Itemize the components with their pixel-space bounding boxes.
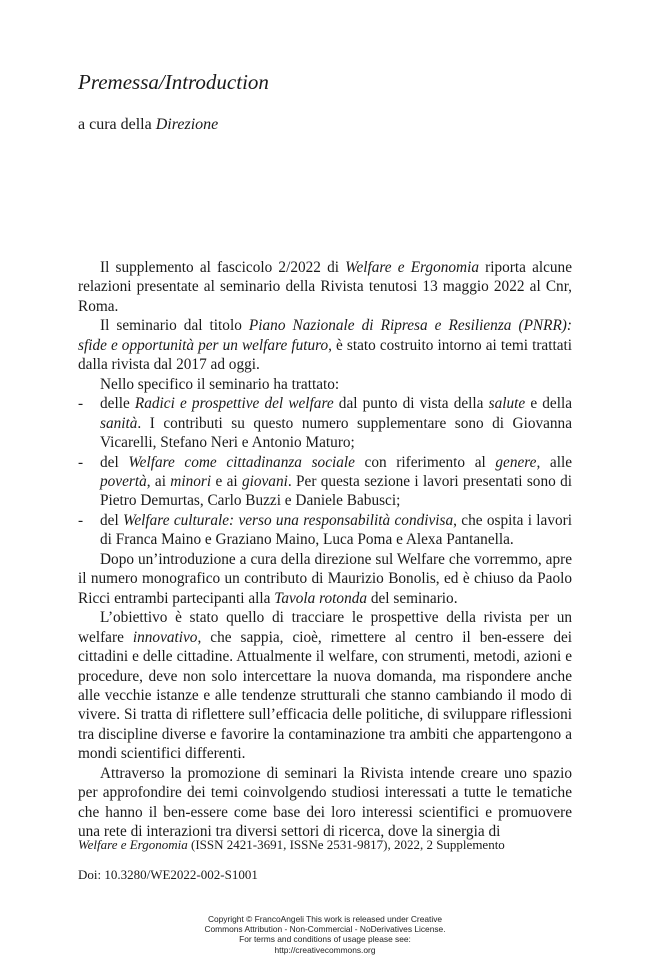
paragraph-1 <box>78 258 572 316</box>
journal-citation <box>78 837 505 853</box>
text-run: delle <box>100 395 135 413</box>
bullet-marker: - <box>78 453 84 471</box>
italic-run: salute <box>488 395 526 413</box>
italic-run: Welfare come cittadinanza sociale <box>128 453 355 471</box>
italic-run: innovativo <box>132 628 198 646</box>
text-run: Dopo un’introduzione a cura della direzione sul Welfare che vorremmo, apre il numero monografico un contributo di Maurizio Bonolis, ed è chiuso da Paolo Ricci entrambi partecipanti alla <box>78 550 572 607</box>
doi-line: Doi: 10.3280/WE2022-002-S1001 <box>78 867 258 882</box>
text-run: Il seminario dal titolo <box>100 317 249 335</box>
seminar-title: Piano Nazionale di Ripresa e Resilienza (PNRR): sfide e opportunità per un welfare futuro <box>78 317 572 354</box>
italic-run: minori <box>170 472 212 490</box>
byline-prefix: a cura della <box>78 116 156 133</box>
italic-run: povertà <box>100 472 147 490</box>
citation-text: (ISSN 2421-3691, ISSNe 2531-9817), 2022, 2 Supplemento <box>187 837 505 852</box>
text-run: del <box>100 511 124 529</box>
paragraph-5 <box>78 608 572 764</box>
text-run: L’obiettivo è stato quello di tracciare le prospettive della rivista per un welfare <box>78 609 572 646</box>
text-run: dal punto di vista della <box>333 395 489 413</box>
journal-name: Welfare e Ergonomia <box>78 837 188 852</box>
text-run: . I contributi su questo numero supplementare sono di Giovanna Vicarelli, Stefano Neri e Antonio Maturo; <box>100 414 572 452</box>
byline <box>78 116 218 134</box>
text-run: , che sappia, cioè, rimettere al centro il ben-essere dei cittadini e delle cittadine. Attualmente il welfare, con strumenti, metodi, azioni e procedure, deve non solo intercettare la nuova domanda, ma rispondere anche alle vecchie istanze e alle tendenze strutturali che stanno cambiando il modo di vivere. Si tratta di riflettere sull’efficacia delle politiche, di sviluppare riflessioni tra discipline diverse e favorire la contaminazione tra ambiti che appartengono a mondi scientifici differenti. <box>78 628 573 763</box>
license-line: Commons Attribution - Non-Commercial - NoDerivatives License. <box>204 924 446 935</box>
italic-run: Tavola rotonda <box>274 589 368 607</box>
text-run: del <box>100 453 129 471</box>
text-run: con riferimento al <box>354 453 496 471</box>
text-run: alle <box>540 453 572 471</box>
text-run: , che ospita i lavori di Franca Maino e Graziano Maino, Luca Poma e Alexa Pantanella. <box>100 511 572 549</box>
italic-run: sanità <box>100 414 138 432</box>
journal-name: Welfare e Ergonomia <box>345 259 479 276</box>
paragraph-3: Nello specifico il seminario ha trattato: <box>100 375 340 393</box>
italic-run: Radici e prospettive del welfare <box>134 395 334 413</box>
italic-run: genere, <box>495 453 541 471</box>
license-line: Copyright © FrancoAngeli This work is released under Creative <box>207 914 443 924</box>
body-text <box>78 258 572 842</box>
bullet-marker: - <box>78 395 84 413</box>
list-item-3 <box>78 511 572 550</box>
text-run: e ai <box>211 472 242 490</box>
text-run: , è stato costruito intorno ai temi trattati dalla rivista dal 2017 ad oggi. <box>78 336 572 374</box>
paragraph-2 <box>78 316 572 374</box>
license-link[interactable]: http://creativecommons.org <box>274 944 376 955</box>
paragraph-6: Attraverso la promozione di seminari la Rivista intende creare uno spazio per approfondire dei temi coinvolgendo studiosi interessati a tutte le tematiche che hanno il ben-essere come base dei loro interessi scientifici e promuovere una rete di interazioni tra diversi settori di ricerca, dove la sinergia di <box>78 764 572 841</box>
text-run: , ai <box>146 472 171 490</box>
page-title: Premessa/Introduction <box>78 70 269 94</box>
text-run: e della <box>525 395 572 413</box>
text-run: del seminario. <box>367 589 458 607</box>
text-run: Il supplemento al fascicolo 2/2022 di <box>100 259 346 276</box>
italic-run: Welfare culturale: verso una responsabilità condivisa <box>123 511 454 529</box>
byline-author: Direzione <box>155 116 219 133</box>
license-line: For terms and conditions of usage please see: <box>239 934 411 945</box>
text-run: riporta alcune relazioni presentate al seminario della Rivista tenutosi 13 maggio 2022 al Cnr, Roma. <box>78 259 572 315</box>
list-item-1 <box>78 394 572 452</box>
license-notice <box>150 914 500 955</box>
italic-run: giovani <box>241 472 288 490</box>
text-run: . Per questa sezione i lavori presentati sono di Pietro Demurtas, Carlo Buzzi e Daniele Babusci; <box>100 472 572 510</box>
paragraph-4 <box>78 550 572 608</box>
bullet-marker: - <box>78 511 84 529</box>
list-item-2 <box>78 453 572 511</box>
